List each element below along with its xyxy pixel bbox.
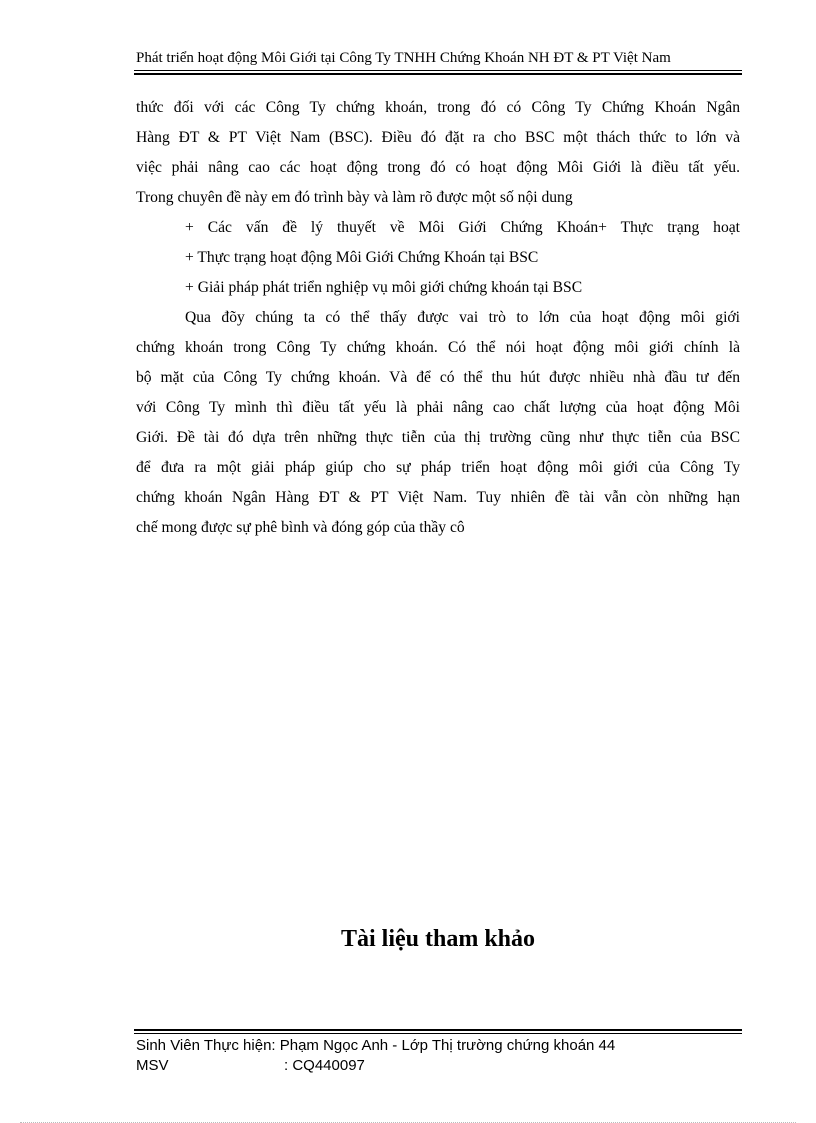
body-line: bộ mặt của Công Ty chứng khoán. Và để có thể thu hút được nhiều nhà đầu tư đến bbox=[136, 369, 740, 386]
body-line: Qua đõy chúng ta có thể thấy được vai trò to lớn của hoạt động môi giới bbox=[185, 309, 740, 326]
body-line: việc phải nâng cao các hoạt động trong đó có hoạt động Môi Giới là điều tất yếu. bbox=[136, 159, 740, 176]
bullet-line: + Thực trạng hoạt động Môi Giới Chứng Khoán tại BSC bbox=[185, 249, 539, 266]
footer-msv bbox=[136, 1056, 740, 1076]
header-rule-thick bbox=[134, 73, 742, 75]
page-footer bbox=[136, 1036, 740, 1076]
body-line: thức đối với các Công Ty chứng khoán, trong đó có Công Ty Chứng Khoán Ngân bbox=[136, 99, 740, 116]
body-line: chứng khoán trong Công Ty chứng khoán. Có thể nói hoạt động môi giới chính là bbox=[136, 339, 740, 356]
body-line: Trong chuyên đề này em đó trình bày và làm rõ được một số nội dung bbox=[136, 189, 573, 206]
footer-student: Sinh Viên Thực hiện: Phạm Ngọc Anh - Lớp Thị trường chứng khoán 44 bbox=[136, 1037, 616, 1054]
page-header bbox=[136, 50, 740, 67]
body-line: với Công Ty mình thì điều tất yếu là phải nâng cao chất lượng của hoạt động Môi bbox=[136, 399, 740, 416]
header-title: Phát triển hoạt động Môi Giới tại Công Ty TNHH Chứng Khoán NH ĐT & PT Việt Nam bbox=[136, 50, 671, 66]
body-line: Giới. Đề tài đó dựa trên những thực tiễn của thị trường cũng như thực tiễn của BSC bbox=[136, 429, 740, 446]
references-heading: Tài liệu tham khảo bbox=[340, 926, 536, 952]
body-line: Hàng ĐT & PT Việt Nam (BSC). Điều đó đặt ra cho BSC một thách thức to lớn và bbox=[136, 129, 740, 146]
body-line: để đưa ra một giải pháp giúp cho sự pháp triển hoạt động môi giới của Công Ty bbox=[136, 459, 740, 476]
header-rule-thin bbox=[134, 70, 742, 71]
body-line: chứng khoán Ngân Hàng ĐT & PT Việt Nam. Tuy nhiên đề tài vẫn còn những hạn bbox=[136, 489, 740, 506]
bullet-line: + Giải pháp phát triển nghiệp vụ môi giới chứng khoán tại BSC bbox=[185, 279, 583, 296]
footer-rule-thick bbox=[134, 1029, 742, 1031]
bullet-line: + Các vấn đề lý thuyết về Môi Giới Chứng Khoán+ Thực trạng hoạt bbox=[185, 219, 740, 236]
msv-value: : CQ440097 bbox=[284, 1057, 365, 1074]
body-line: chế mong được sự phê bình và đóng góp của thầy cô bbox=[136, 519, 465, 536]
msv-label: MSV bbox=[136, 1057, 169, 1074]
footer-rule-thin bbox=[134, 1033, 742, 1034]
body-text bbox=[136, 93, 740, 543]
